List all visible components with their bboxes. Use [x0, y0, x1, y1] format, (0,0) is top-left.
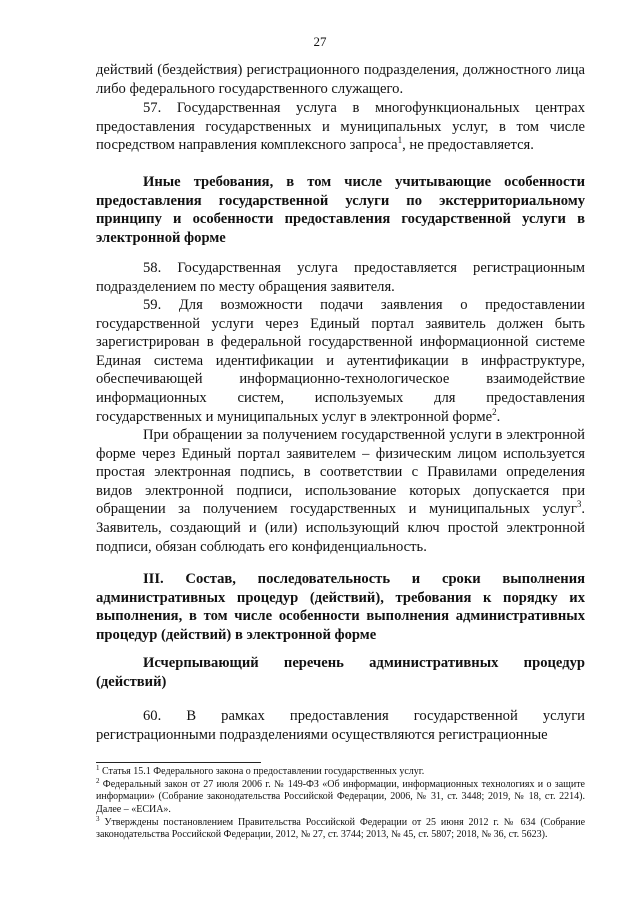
paragraph-58	[96, 259, 585, 296]
footnote-ref[interactable]: 3	[576, 499, 582, 510]
footnote-mark: 2	[96, 776, 100, 785]
footnote-divider	[96, 762, 261, 763]
heading-text: III. Состав, последовательность и сроки выполнения административных процедур (действий), требования к порядку их выполнения, в том числе особенности выполнения административных процедур (действий) в электронной форме	[96, 571, 585, 643]
paragraph-59	[96, 296, 585, 426]
footnote-3	[96, 814, 586, 842]
footnote-ref[interactable]: 1	[397, 135, 403, 146]
paragraph-text: 59. Для возможности подачи заявления о предоставлении государственной услуги через Единый портал заявитель должен быть зарегистрирован в федеральной государственной информационной системе Единая система идентификации и аутентификации в инфраструктуре, обеспечивающей информационно-технологическое взаимодействие информационных систем, используемых для предоставления государственных и муниципальных услуг в электронной форме	[96, 297, 585, 425]
paragraph-60	[96, 707, 585, 744]
paragraph-text: 57. Государственная услуга в многофункциональных центрах предоставления государственных и муниципальных услуг, в том числе посредством направления комплексного запроса	[96, 100, 585, 154]
paragraph-text-end: . Заявитель, создающий и (или) использующий ключ простой электронной подписи, обязан соблюдать его конфиденциальность.	[96, 501, 585, 555]
heading-text: Иные требования, в том числе учитывающие особенности предоставления государственной услуги по экстерриториальному принципу и особенности предоставления государственной услуги в электронной форме	[96, 174, 585, 246]
page-number: 27	[313, 34, 327, 49]
paragraph-text-end: , не предоставляется.	[402, 137, 534, 154]
footnote-ref[interactable]: 2	[492, 406, 497, 417]
footnote-mark: 1	[96, 764, 100, 772]
chapter-heading	[96, 570, 585, 644]
paragraph-text: 60. В рамках предоставления государственной услуги регистрационными подразделениями осуществляются регистрационные	[96, 708, 585, 743]
footnote-1	[96, 766, 585, 778]
footnote-text: Статья 15.1 Федерального закона о предоставлении государственных услуг.	[102, 766, 425, 777]
heading-text: Исчерпывающий перечень административных процедур (действий)	[96, 655, 585, 690]
paragraph-57	[96, 99, 585, 155]
section-heading	[96, 173, 585, 247]
footnote-text: Федеральный закон от 27 июля 2006 г. № 149-ФЗ «Об информации, информационных технологиях и о защите информации» (Собрание законодательства Российской Федерации, 2006, № 31, ст. 3448; 2019, № 18, ст. 2214). Далее – «ЕСИА».	[96, 778, 585, 815]
paragraph-text: При обращении за получением государственной услуги в электронной форме через Единый портал заявителем – физическим лицом используется простая электронная подпись, в соответствии с Правилами определения видов электронной подписи, использование которых допускается при обращении за получением государственных и муниципальных услуг	[96, 427, 585, 518]
paragraph-59-continued	[96, 426, 585, 556]
footnotes	[96, 766, 585, 842]
footnote-mark: 3	[96, 814, 100, 823]
subsection-heading	[96, 654, 585, 691]
paragraph-text: 58. Государственная услуга предоставляется регистрационным подразделением по месту обращения заявителя.	[96, 260, 585, 295]
paragraph-text: действий (бездействия) регистрационного подразделения, должностного лица либо федерального государственного служащего.	[96, 62, 585, 97]
footnote-text: Утверждены постановлением Правительства Российской Федерации от 25 июня 2012 г. № 634 (Собрание законодательства Российской Федерации, 2012, № 27, ст. 3744; 2013, № 45, ст. 5807; 2018, № 36, ст. 5623).	[96, 816, 586, 841]
continued-paragraph	[96, 61, 585, 98]
paragraph-text-end: .	[496, 408, 501, 425]
footnote-2	[96, 776, 585, 816]
